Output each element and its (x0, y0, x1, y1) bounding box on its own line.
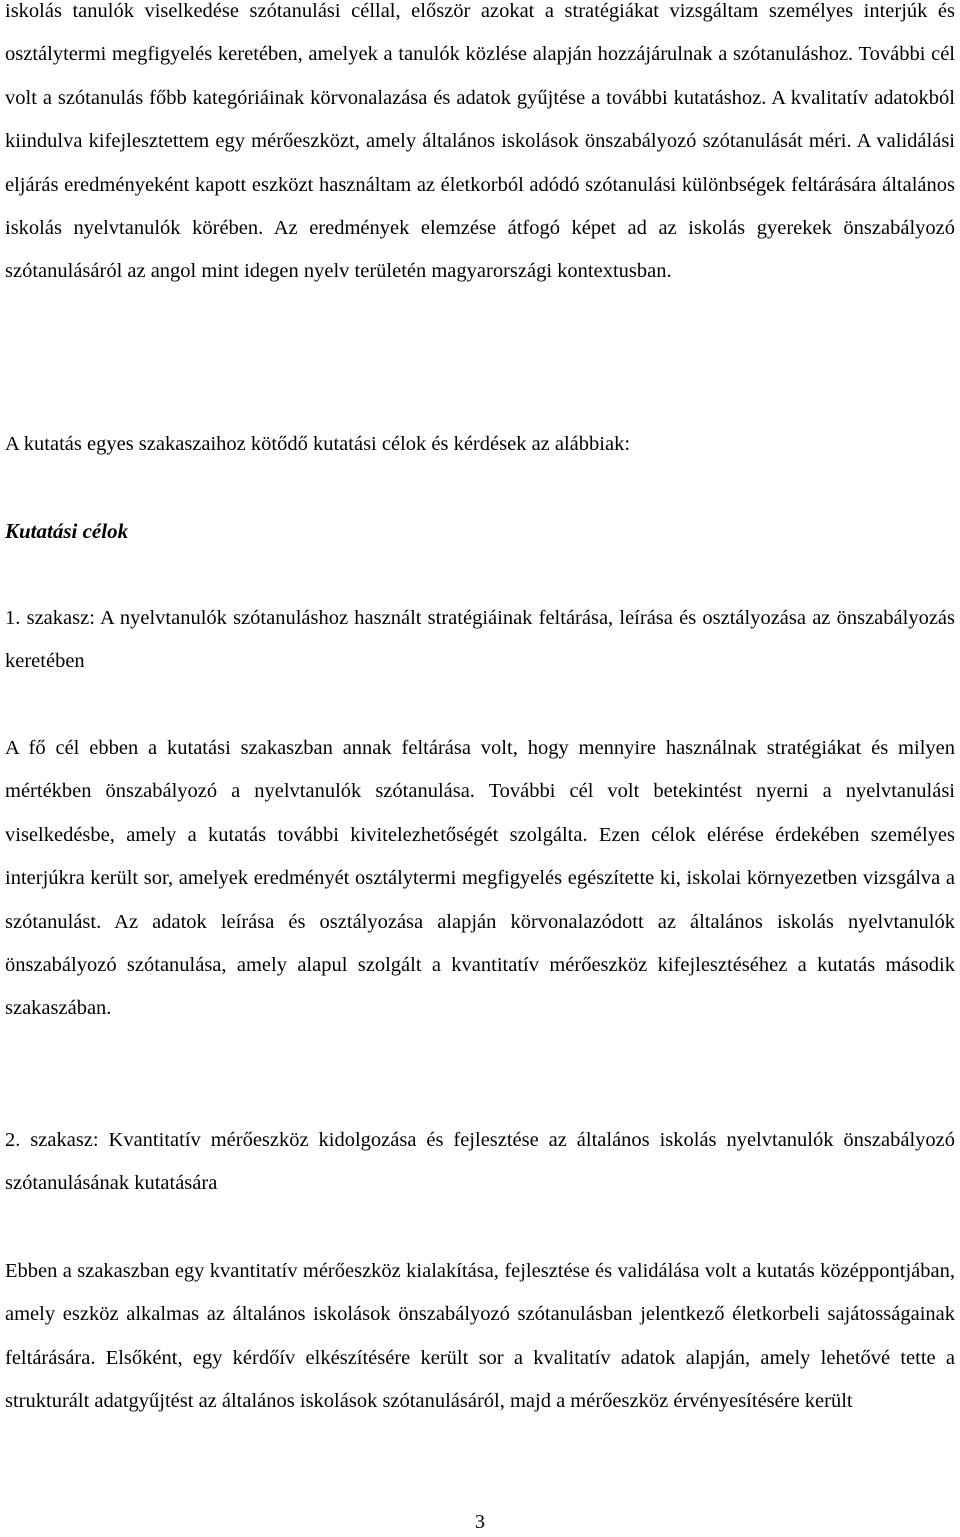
phase-1-title: 1. szakasz: A nyelvtanulók szótanuláshoz használt stratégiáinak feltárása, leírása és osztályozása az önszabályozás keretében (5, 607, 955, 673)
body-paragraph: iskolás tanulók viselkedése szótanulási céllal, először azokat a stratégiákat vizsgáltam személyes interjúk és osztálytermi megfigyelés keretében, amelyek a tanulók közlése alapján hozzájárulnak a szótanuláshoz. További cél volt a szótanulás főbb kategóriáinak körvonalazása és adatok gyűjtése a további kutatáshoz. A kvalitatív adatokból kiindulva kifejlesztettem egy mérőeszközt, amely általános iskolások önszabályozó szótanulását méri. A validálási eljárás eredményeként kapott eszközt használtam az életkorból adódó szótanulási különbségek feltárására általános iskolás nyelvtanulók körében. Az eredmények elemzése átfogó képet ad az iskolás gyerekek önszabályozó szótanulásáról az angol mint idegen nyelv területén magyarországi kontextusban. (5, 0, 955, 283)
body-paragraph: A fő cél ebben a kutatási szakaszban annak feltárása volt, hogy mennyire használnak stratégiákat és milyen mértékben önszabályozó a nyelvtanulók szótanulása. További cél volt betekintést nyerni a nyelvtanulási viselkedésbe, amely a kutatás további kivitelezhetőségét szolgálta. Ezen célok elérése érdekében személyes interjúkra került sor, amelyek eredményét osztálytermi megfigyelés egészítette ki, iskolai környezetben vizsgálva a szótanulást. Az adatok leírása és osztályozása alapján körvonalazódott az általános iskolás nyelvtanulók önszabályozó szótanulása, amely alapul szolgált a kvantitatív mérőeszköz kifejlesztéséhez a kutatás második szakaszában. (5, 737, 955, 1020)
page-number: 3 (475, 1511, 485, 1533)
body-paragraph: Ebben a szakaszban egy kvantitatív mérőeszköz kialakítása, fejlesztése és validálása volt a kutatás középpontjában, amely eszköz alkalmas az általános iskolások önszabályozó szótanulásban jelentkező életkorbeli sajátosságainak feltárására. Elsőként, egy kérdőív elkészítésére került sor a kvalitatív adatok alapján, amely lehetővé tette a strukturált adatgyűjtést az általános iskolások szótanulásáról, majd a mérőeszköz érvényesítésére került (5, 1260, 955, 1413)
section-heading: Kutatási célok (5, 519, 129, 543)
body-paragraph: A kutatás egyes szakaszaihoz kötődő kutatási célok és kérdések az alábbiak: (5, 433, 631, 455)
phase-2-title: 2. szakasz: Kvantitatív mérőeszköz kidolgozása és fejlesztése az általános iskolás nyelvtanulók önszabályozó szótanulásának kutatására (5, 1129, 955, 1195)
